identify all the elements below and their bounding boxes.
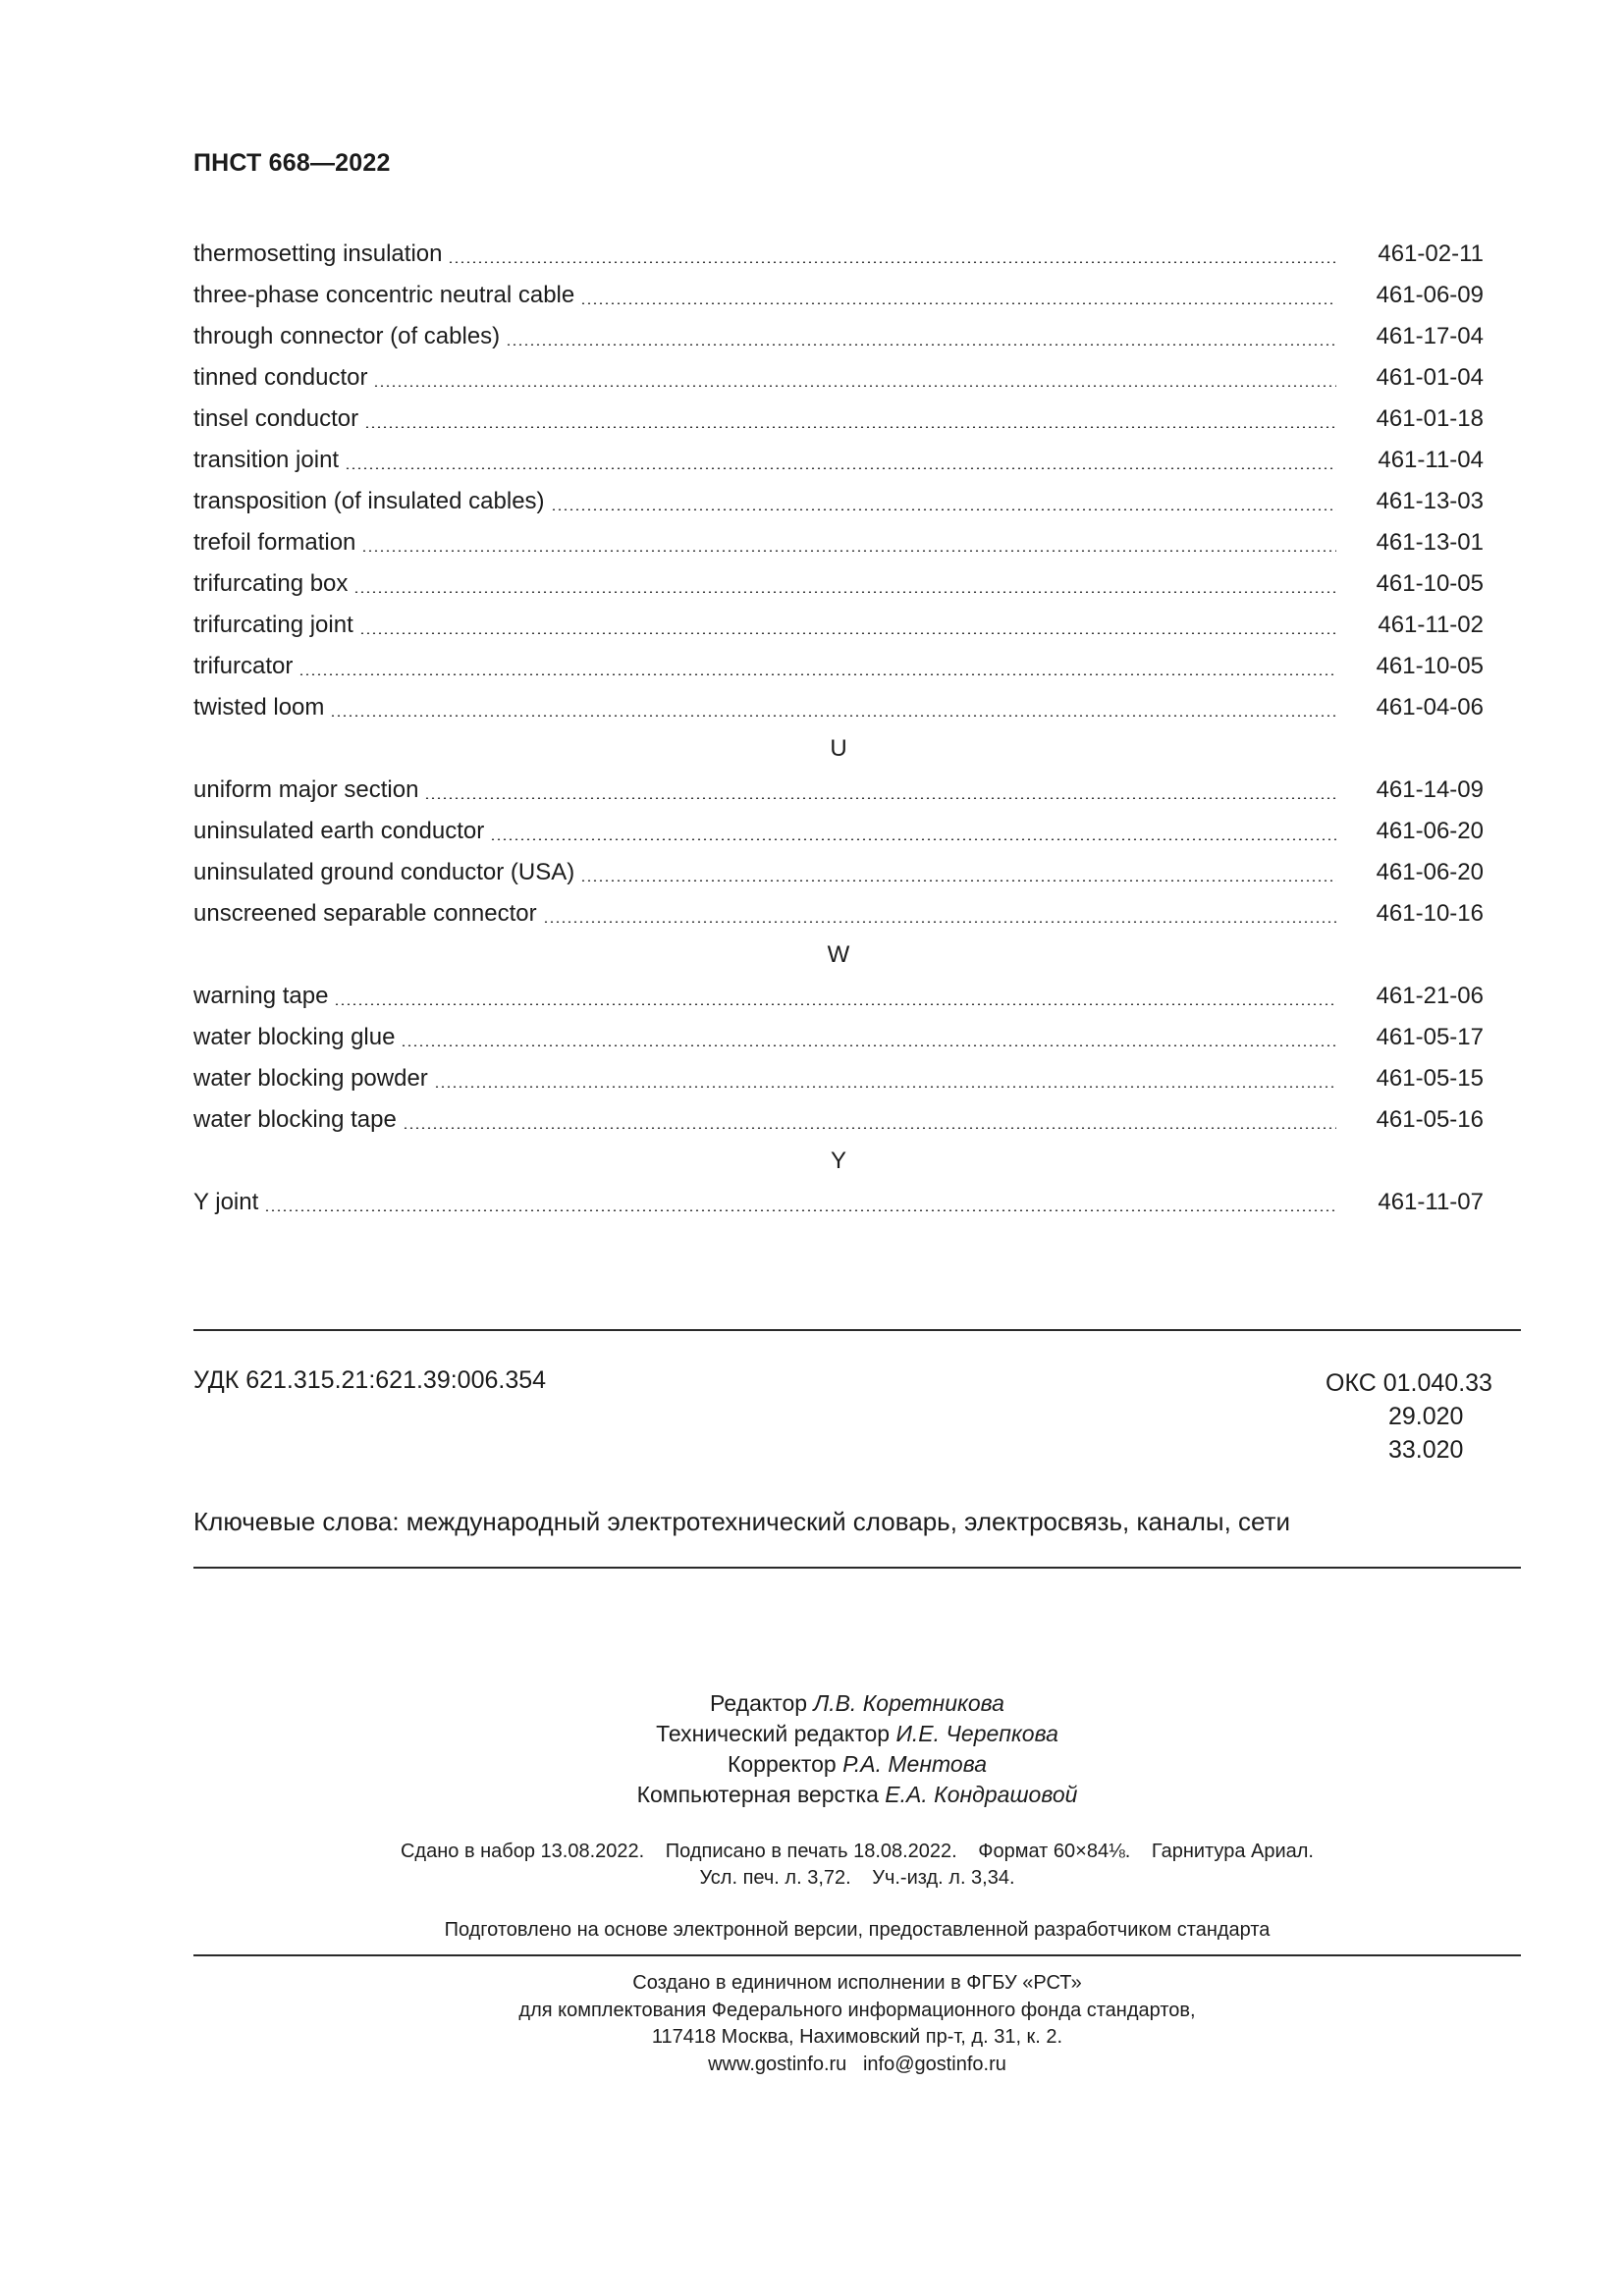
index-entry [193,481,1484,522]
paper-format: Формат 60×84⅛. [978,1841,1131,1862]
index-entry [193,1182,1484,1223]
dot-leader [359,632,1336,634]
index-code: 461-13-03 [1376,488,1484,514]
dot-leader [330,715,1336,717]
credit-name: Е.А. Кондрашовой [885,1782,1078,1807]
imprint-line: для комплектования Федерального информационного фонда стандартов, [518,1999,1196,2021]
index-term: transposition (of insulated cables) [193,488,545,514]
signed-date: Подписано в печать 18.08.2022. [665,1841,957,1862]
index-term: thermosetting insulation [193,240,443,267]
index-entry [193,893,1484,934]
imprint-line: Создано в единичном исполнении в ФГБУ «РСТ» [632,1972,1082,1994]
udk-code: УДК 621.315.21:621.39:006.354 [193,1366,547,1394]
dot-leader [401,1044,1336,1046]
oks-codes [1326,1366,1492,1467]
dot-leader [264,1209,1336,1211]
dot-leader [506,344,1336,346]
index-code: 461-05-15 [1376,1065,1484,1092]
oks-code: 33.020 [1388,1436,1464,1464]
index-term: trifurcating joint [193,612,353,638]
index-code: 461-13-01 [1376,529,1484,556]
dot-leader [334,1003,1336,1005]
credit-name: Р.А. Ментова [842,1751,987,1777]
submitted-date: Сдано в набор 13.08.2022. [400,1841,645,1862]
dot-leader [424,797,1336,799]
dot-leader [364,426,1336,428]
publication-sheets: Уч.-изд. л. 3,34. [872,1867,1015,1889]
index-entry [193,976,1484,1017]
keywords: Ключевые слова: международный электротехнический словарь, электросвязь, каналы, сети [193,1507,1291,1536]
index-entry [193,563,1484,605]
index-term: uninsulated earth conductor [193,818,485,844]
index-term: unscreened separable connector [193,900,537,927]
imprint-line: www.gostinfo.ru info@gostinfo.ru [708,2053,1006,2075]
credit-role: Редактор [710,1690,808,1716]
dot-leader [543,921,1336,923]
dot-leader [551,508,1336,510]
index-code: 461-06-20 [1376,818,1484,844]
page-header: ПНСТ 668—2022 [193,149,391,177]
index-code: 461-17-04 [1376,323,1484,349]
index-code: 461-11-02 [1378,612,1484,638]
index-entry [193,440,1484,481]
credit-line [193,1749,1521,1780]
dot-leader [434,1086,1336,1088]
prepared-note: Подготовлено на основе электронной версии, предоставленной разработчиком стандарта [444,1919,1271,1941]
index-code: 461-10-05 [1376,653,1484,679]
imprint-line: 117418 Москва, Нахимовский пр-т, д. 31, к. 2. [651,2026,1063,2048]
index-term: uniform major section [193,776,419,803]
index-term: tinsel conductor [193,405,359,432]
index-entry [193,234,1484,275]
index-code: 461-10-16 [1376,900,1484,927]
print-info [193,1839,1521,1892]
index-entry [193,852,1484,893]
dot-leader [298,673,1336,675]
index-code: 461-06-09 [1376,282,1484,308]
index-code: 461-21-06 [1376,983,1484,1009]
dot-leader [353,591,1336,593]
oks-code: ОКС 01.040.33 [1326,1369,1492,1397]
index-code: 461-05-17 [1376,1024,1484,1050]
index-entry [193,1099,1484,1141]
index-entry [193,1017,1484,1058]
credit-name: И.Е. Черепкова [895,1721,1058,1746]
index-entry [193,770,1484,811]
index-term: through connector (of cables) [193,323,501,349]
index-entry [193,357,1484,399]
index-term: uninsulated ground conductor (USA) [193,859,575,885]
index-term: trifurcator [193,653,294,679]
index-term: tinned conductor [193,364,368,391]
index-code: 461-05-16 [1376,1106,1484,1133]
index-term: three-phase concentric neutral cable [193,282,575,308]
index-entry [193,687,1484,728]
index-term: transition joint [193,447,340,473]
index-code: 461-14-09 [1376,776,1484,803]
index-code: 461-02-11 [1378,240,1484,267]
index-code: 461-06-20 [1376,859,1484,885]
credit-line [193,1719,1521,1749]
dot-leader [345,467,1336,469]
index-term: trefoil formation [193,529,356,556]
index-term: water blocking glue [193,1024,396,1050]
index-entry [193,399,1484,440]
index-code: 461-11-07 [1378,1189,1484,1215]
credit-role: Технический редактор [656,1721,891,1746]
dot-leader [403,1127,1336,1129]
imprint [193,1970,1521,2078]
index-term: water blocking powder [193,1065,428,1092]
dot-leader [361,550,1336,552]
index-entry [193,1058,1484,1099]
index-entry [193,316,1484,357]
index-entry [193,275,1484,316]
dot-leader [448,261,1336,263]
index-term: trifurcating box [193,570,349,597]
dot-leader [490,838,1336,840]
index-letter-heading: Y [830,1148,846,1174]
index-letter-heading: W [827,941,850,968]
index-entry [193,522,1484,563]
term-index [193,234,1484,1223]
credit-role: Корректор [727,1751,837,1777]
credits [193,1688,1521,1810]
index-term: warning tape [193,983,329,1009]
dot-leader [580,880,1336,881]
index-term: Y joint [193,1189,259,1215]
index-term: water blocking tape [193,1106,397,1133]
dot-leader [580,302,1336,304]
printed-sheets: Усл. печ. л. 3,72. [699,1867,851,1889]
typeface: Гарнитура Ариал. [1151,1841,1314,1862]
oks-code: 29.020 [1388,1403,1464,1430]
index-entry [193,811,1484,852]
credit-line [193,1688,1521,1719]
index-code: 461-01-18 [1376,405,1484,432]
top-divider [193,1329,1521,1331]
index-term: twisted loom [193,694,325,721]
index-code: 461-04-06 [1376,694,1484,721]
index-code: 461-01-04 [1376,364,1484,391]
credit-line [193,1780,1521,1810]
imprint-divider [193,1954,1521,1956]
index-code: 461-11-04 [1378,447,1484,473]
index-letter-heading: U [830,735,847,762]
index-entry [193,646,1484,687]
dot-leader [373,385,1336,387]
index-code: 461-10-05 [1376,570,1484,597]
keywords-divider [193,1567,1521,1569]
credit-name: Л.В. Коретникова [813,1690,1004,1716]
index-entry [193,605,1484,646]
credit-role: Компьютерная верстка [636,1782,879,1807]
